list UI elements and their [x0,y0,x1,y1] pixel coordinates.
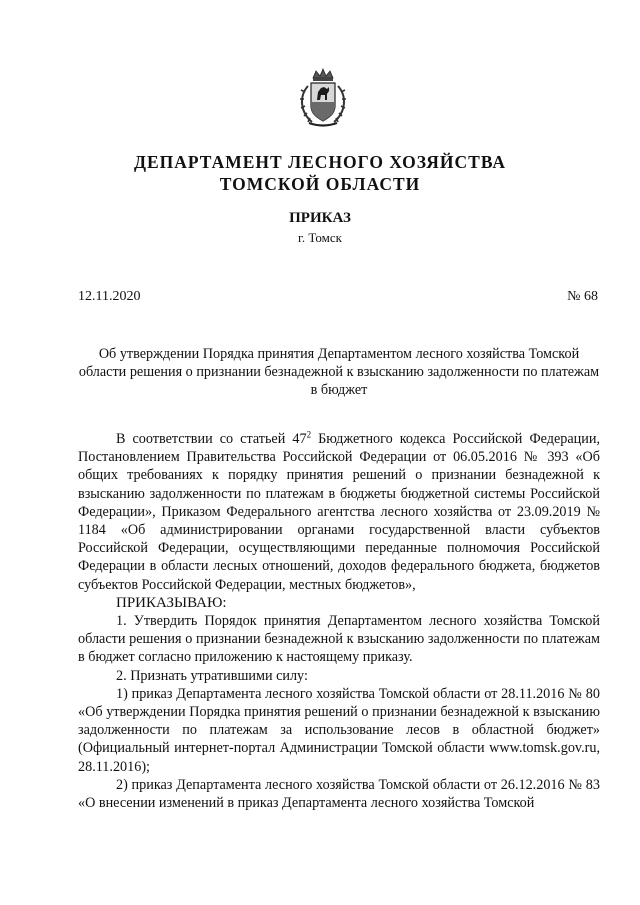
order-date: 12.11.2020 [78,289,141,304]
coat-of-arms-icon [296,68,350,130]
department-name-line1: ДЕПАРТАМЕНТ ЛЕСНОГО ХОЗЯЙСТВА [133,152,507,172]
preamble-rest: Бюджетного кодекса Российской Федерации, Постановлением Правительства Российской Федерации от 06.05.2016 № 393 «Об общих требованиях к порядку принятия решений о признании безнадежной к взысканию задолженности по платежам в бюджеты бюджетной системы Российской Федерации», Приказом Федерального агентства лесного хозяйства от 23.09.2019 № 1184 «Об администрировании органами государственной власти субъектов Российской Федерации, осуществляющими переданные полномочия Российской Федерации в области лесных отношений, доходов федерального бюджета, бюджетов субъектов Российской Федерации, местных бюджетов», [78,431,600,593]
city-label: г. Томск [298,230,342,245]
preamble-paragraph [78,430,600,594]
order-body [78,430,600,812]
preamble-start: В соответствии со статьей 47 [116,431,307,447]
order-subject: Об утверждении Порядка принятия Департаментом лесного хозяйства Томской области решения о признании безнадежной к взысканию задолженности по платежам в бюджет [78,346,600,398]
item-2-1: 1) приказ Департамента лесного хозяйства Томской области от 28.11.2016 № 80 «Об утверждении Порядка принятия решений о признании безнадежной к взысканию задолженности по платежам за использование лесов в областной бюджет» (Официальный интернет-портал Администрации Томской области www.tomsk.gov.ru, 28.11.2016); [78,685,600,775]
item-2-2: 2) приказ Департамента лесного хозяйства Томской области от 26.12.2016 № 83 «О внесении изменений в приказ Департамента лесного хозяйства Томской [78,776,600,812]
document-type-title: ПРИКАЗ [289,210,351,226]
department-name-line2: ТОМСКОЙ ОБЛАСТИ [219,174,421,194]
decree-word: ПРИКАЗЫВАЮ: [116,594,227,611]
item-1: 1. Утвердить Порядок принятия Департаментом лесного хозяйства Томской области решения о признании безнадежной к взысканию задолженности по платежам в бюджет согласно приложению к настоящему приказу. [78,613,600,666]
article-superscript: 2 [306,429,312,440]
order-number: № 68 [567,289,598,304]
item-2: 2. Признать утратившими силу: [116,667,308,684]
